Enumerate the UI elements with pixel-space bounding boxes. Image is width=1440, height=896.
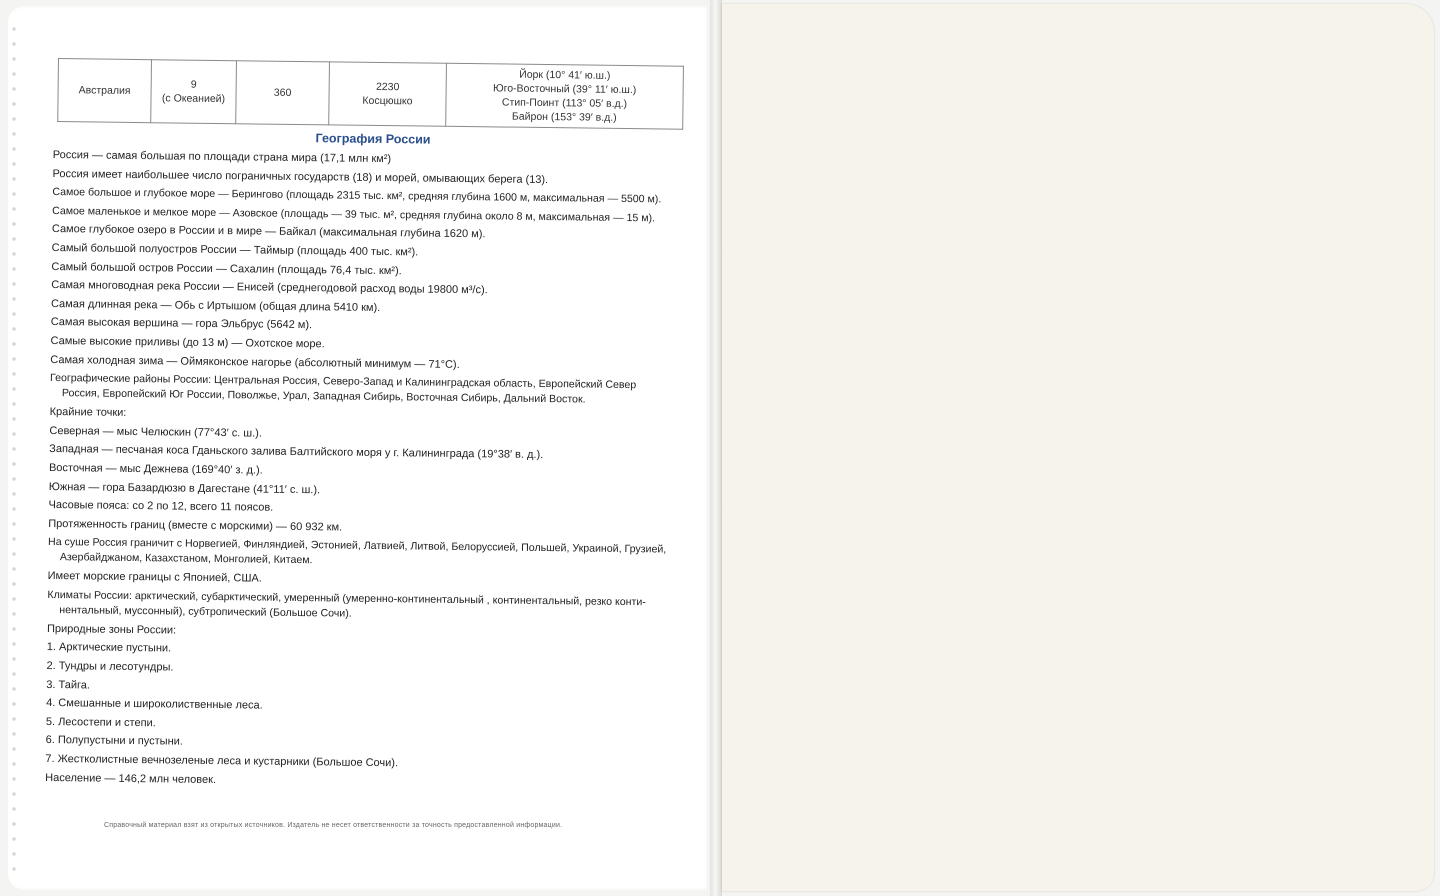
fact-line: Самое маленькое и мелкое море — Азовское (площадь — 39 тыс. м², средняя глубина около 8 м, максимальная — 15 м). [52, 204, 656, 225]
table-cell-value: 360 [236, 61, 330, 125]
natural-zone: 4. Смешанные и широколиственные леса. [46, 697, 263, 712]
table-cell-count [151, 60, 237, 124]
page-content [45, 58, 694, 795]
regions-line-1: Географические районы России: Центральная Россия, Северо-Запад и Калининградская область, Европейский Север [50, 372, 637, 392]
extreme-points-title: Крайние точки: [49, 406, 127, 420]
binding-holes [11, 26, 17, 876]
section-heading: География России [315, 131, 431, 147]
fact-line: Россия имеет наибольшее число пограничных государств (18) и морей, омывающих берега (13). [52, 167, 549, 186]
fact-line: Самая высокая вершина — гора Эльбрус (5642 м). [50, 316, 313, 332]
land-borders-line-1: На суше Россия граничит с Норвегией, Финляндией, Эстонией, Латвией, Литвой, Белоруссией, Польшей, Украиной, Грузией, [48, 536, 667, 556]
fact-line: Самые высокие приливы (до 13 м) — Охотское море. [50, 334, 325, 351]
extreme-north: Йорк (10° 41′ ю.ш.) [519, 68, 611, 82]
facts-list [45, 146, 693, 795]
extreme-south: Юго-Восточный (39° 11′ ю.ш.) [492, 82, 637, 97]
natural-zone: 5. Лесостепи и степи. [45, 715, 156, 730]
table-cell-continent: Австралия [58, 59, 152, 123]
table-cell-extremes [446, 63, 684, 129]
climates-line-1: Климаты России: арктический, субарктический, умеренный (умеренно-континентальный , континентальный, резко конти- [47, 588, 646, 609]
extreme-west: Стип-Поинт (113° 05′ в.д.) [501, 96, 628, 111]
fact-line: Самая многоводная река России — Енисей (среднегодовой расход воды 19800 м³/с). [51, 279, 488, 297]
table-cell-peak [329, 62, 447, 126]
extreme-east: Байрон (153° 39′ в.д.) [511, 110, 617, 124]
fact-line: Самая холодная зима — Оймяконское нагорье (абсолютный минимум — 71°С). [50, 353, 460, 371]
fact-line: Самый большой полуостров России — Таймыр (площадь 400 тыс. км²). [51, 241, 419, 259]
fact-line: Самый большой остров России — Сахалин (площадь 76,4 тыс. км²). [51, 260, 402, 277]
border-length: Протяженность границ (вместе с морскими) — 60 932 км. [48, 517, 343, 534]
natural-zone: 1. Арктические пустыни. [46, 641, 172, 655]
natural-zone: 2. Тундры и лесотундры. [46, 660, 174, 674]
natural-zone: 3. Тайга. [46, 678, 91, 692]
extreme-point: Северная — мыс Челюскин (77°43′ с. ш.). [49, 424, 263, 440]
time-zones: Часовые пояса: со 2 по 12, всего 11 поясов. [48, 499, 274, 514]
right-page-blank [722, 4, 1434, 891]
peak-name: Косцюшко [362, 94, 413, 108]
regions-line-2: Россия, Европейский Юг России, Поволжье, Урал, Западная Сибирь, Восточная Сибирь, Дальний Восток. [61, 387, 586, 406]
fact-line: Самая длинная река — Обь с Иртышом (общая длина 5410 км). [50, 297, 381, 314]
fact-line: Самое большое и глубокое море — Берингово (площадь 2315 тыс. км², средняя глубина 1600 м, максимальная — 5500 м). [52, 186, 662, 206]
natural-zone: 6. Полупустыни и пустыни. [45, 734, 183, 749]
land-borders-line-2: Азербайджаном, Казахстаном, Монголией, Китаем. [59, 551, 313, 567]
sea-borders: Имеет морские границы с Японией, США. [47, 570, 262, 585]
footer-disclaimer: Справочный материал взят из открытых источников. Издатель не несет ответственности за точность предоставленной информации. [104, 822, 563, 829]
fact-line: Самое глубокое озеро в России и в мире — Байкал (максимальная глубина 1620 м). [51, 223, 486, 241]
natural-zones-title: Природные зоны России: [46, 622, 177, 637]
notebook-spine [710, 0, 722, 896]
population: Население — 146,2 млн человек. [45, 771, 217, 786]
left-page [8, 6, 710, 890]
extreme-point: Западная — песчаная коса Гданьского залива Балтийского моря у г. Калининграда (19°38′ в. д.). [49, 443, 544, 462]
extreme-point: Восточная — мыс Дежнева (169°40′ з. д.). [48, 461, 263, 477]
count-number: 9 [190, 78, 197, 91]
extreme-point: Южная — гора Базардюзю в Дагестане (41°11′ с. ш.). [48, 480, 321, 496]
fact-line: Россия — самая большая по площади страна мира (17,1 млн км²) [52, 148, 392, 166]
count-note: (с Океанией) [161, 92, 226, 106]
table-row [58, 59, 684, 130]
climates-line-2: нентальный, муссонный), субтропический (Большое Сочи). [59, 603, 352, 620]
peak-height: 2230 [375, 80, 400, 94]
continents-table [57, 58, 684, 130]
natural-zone: 7. Жестколистные вечнозеленые леса и кустарники (Большое Сочи). [45, 752, 399, 770]
